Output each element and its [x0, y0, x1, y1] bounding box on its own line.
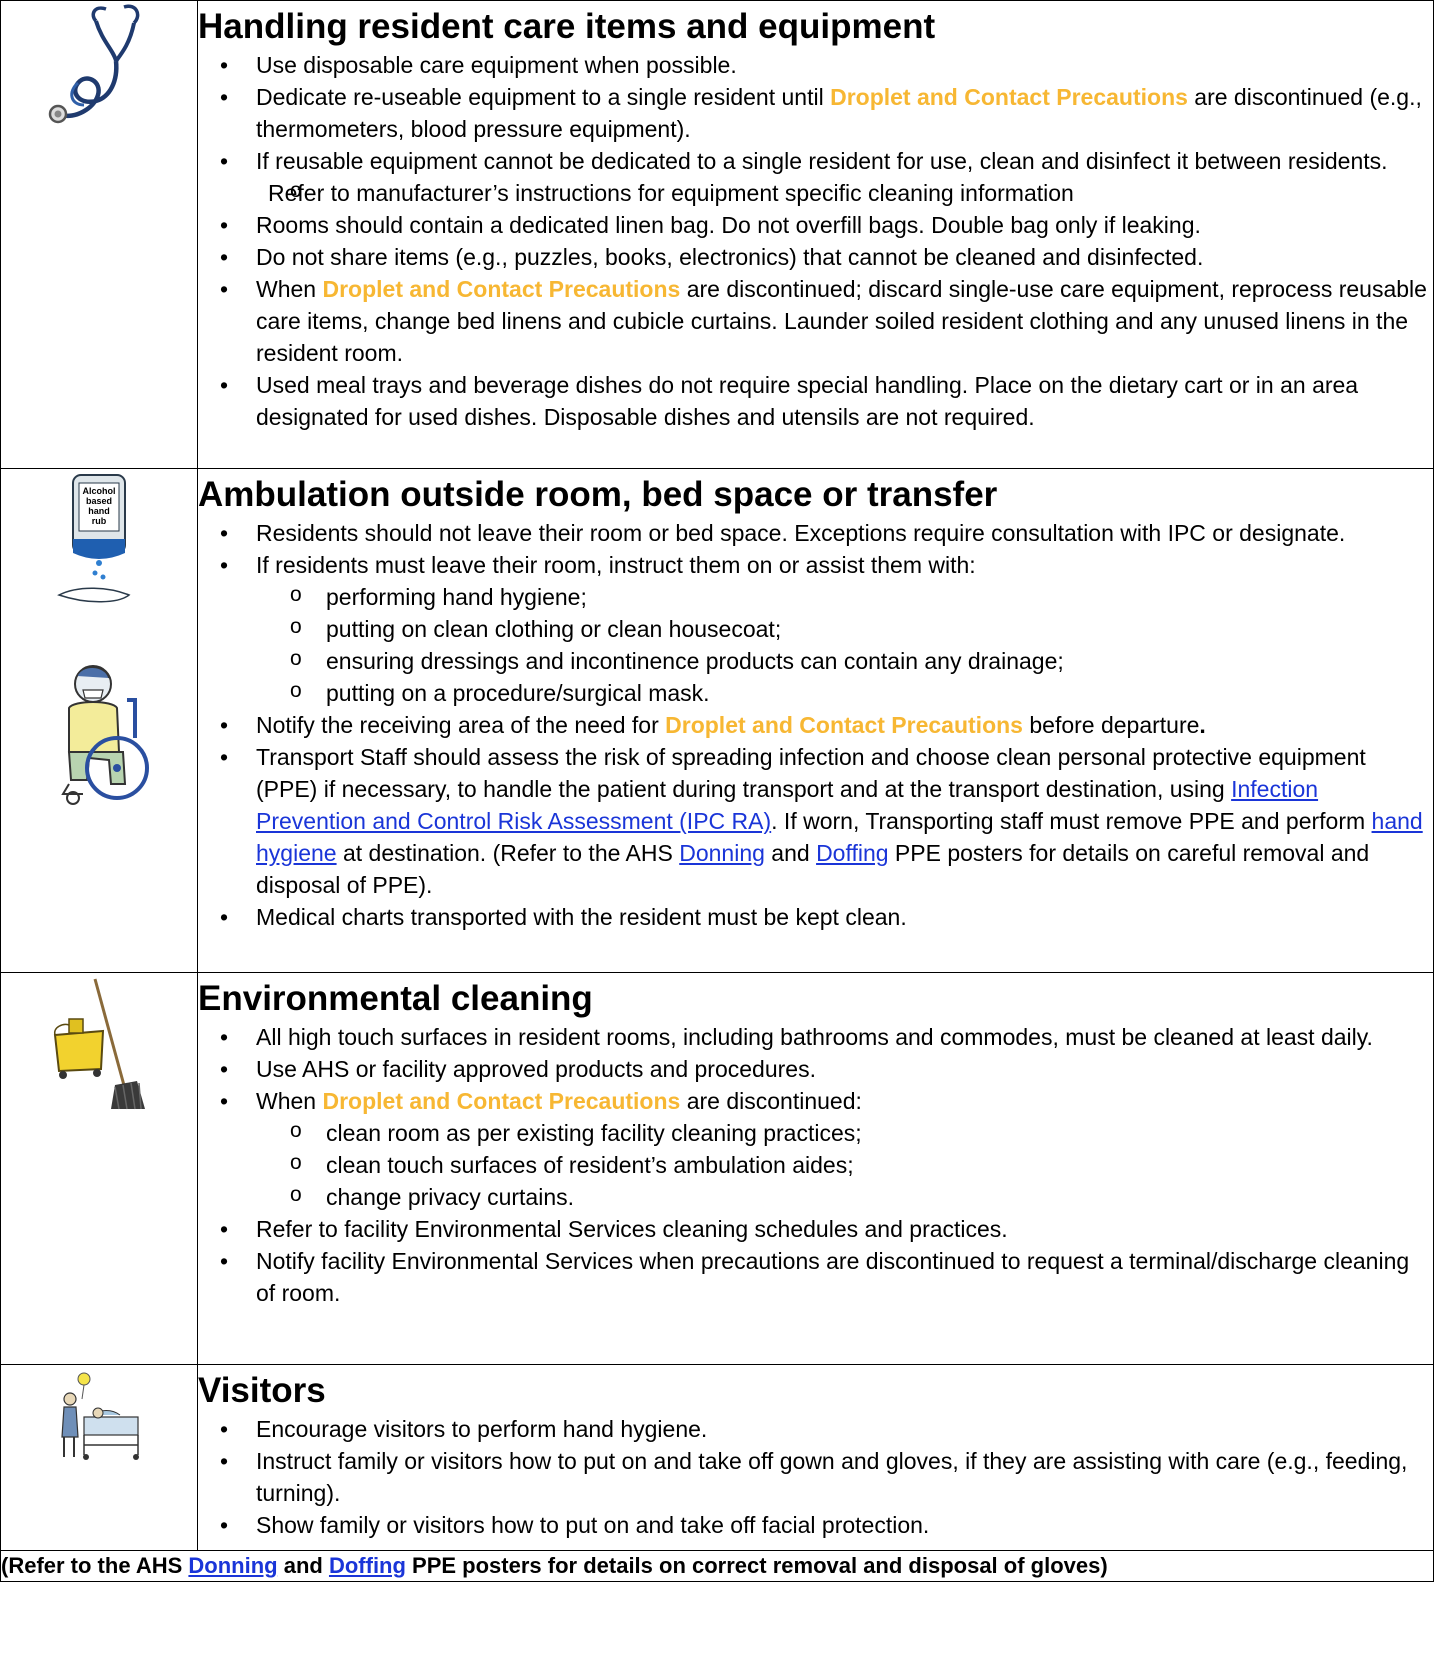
list-item: • Notify the receiving area of the need for Droplet and Contact Precautions before departure. — [198, 709, 1433, 741]
footer-row — [1, 1551, 1434, 1582]
dispenser-label-2: based — [85, 496, 113, 506]
footer-doffing-link[interactable]: Doffing — [328, 1553, 406, 1578]
sub-list-item: o putting on a procedure/surgical mask. — [256, 677, 1433, 709]
section-title-environmental: Environmental cleaning — [198, 979, 593, 1018]
list-item: • Notify facility Environmental Services when precautions are discontinued to request a terminal/discharge cleaning of room. — [198, 1245, 1433, 1309]
list-item: • Show family or visitors how to put on and take off facial protection. — [198, 1509, 1433, 1541]
list-item: • All high touch surfaces in resident rooms, including bathrooms and commodes, must be cleaned at least daily. — [198, 1021, 1433, 1053]
section-title-ambulation: Ambulation outside room, bed space or transfer — [198, 475, 998, 514]
footer-note: (Refer to the AHS Donning and Doffing PPE posters for details on correct removal and disposal of gloves) — [1, 1551, 1434, 1582]
list-item: • Use AHS or facility approved products and procedures. — [198, 1053, 1433, 1085]
section-title-visitors: Visitors — [198, 1371, 326, 1410]
bullet-list-handling — [198, 49, 1433, 433]
list-item: • Rooms should contain a dedicated linen bag. Do not overfill bags. Double bag only if leaking. — [198, 209, 1433, 241]
sub-list-item: o clean touch surfaces of resident’s ambulation aides; — [256, 1149, 1433, 1181]
content-visitors — [198, 1365, 1434, 1551]
content-environmental — [198, 973, 1434, 1365]
list-item: • Refer to facility Environmental Services cleaning schedules and practices. — [198, 1213, 1433, 1245]
ipc-risk-assessment-link[interactable]: Infection Prevention and Control Risk Assessment (IPC RA) — [256, 776, 1319, 834]
doffing-link[interactable]: Doffing — [816, 840, 889, 866]
dispenser-label-1: Alcohol — [82, 486, 116, 496]
list-item: • Use disposable care equipment when possible. — [198, 49, 1433, 81]
sub-list-item: o Refer to manufacturer’s instructions for equipment specific cleaning information — [256, 177, 1433, 209]
sub-list — [256, 1117, 1433, 1213]
list-item: • Transport Staff should assess the risk of spreading infection and choose clean personal protective equipment (PPE) if necessary, to handle the patient during transport and at the transport destination, using Infection Prevention and Control Risk Assessment (IPC RA). If worn, Transporting staff must remove PPE and perform hand hygiene at destination. (Refer to the AHS Donning and Doffing PPE posters for details on careful removal and disposal of PPE). — [198, 741, 1433, 901]
section-handling — [1, 1, 1434, 469]
bullet-list-environmental — [198, 1021, 1433, 1309]
sub-list-item: o clean room as per existing facility cleaning practices; — [256, 1117, 1433, 1149]
list-item: • Medical charts transported with the resident must be kept clean. — [198, 901, 1433, 933]
content-handling — [198, 1, 1434, 469]
section-title-handling: Handling resident care items and equipment — [198, 7, 936, 46]
list-item: • If residents must leave their room, instruct them on or assist them with: o performing hand hygiene; o putting on clean clothing or clean housecoat; o ensuring dressings and incontinence products can contain any drainage; o putting on a procedure/surgical mask. — [198, 549, 1433, 709]
mop-bucket-icon — [49, 973, 149, 1118]
list-item: • Encourage visitors to perform hand hygiene. — [198, 1413, 1433, 1445]
sub-list-item: o ensuring dressings and incontinence products can contain any drainage; — [256, 645, 1433, 677]
list-item: • When Droplet and Contact Precautions are discontinued: o clean room as per existing facility cleaning practices; o clean touch surfaces of resident’s ambulation aides; o change privacy curtains. — [198, 1085, 1433, 1213]
list-item: • Used meal trays and beverage dishes do not require special handling. Place on the dietary cart or in an area designated for used dishes. Disposable dishes and utensils are not required. — [198, 369, 1433, 433]
list-item: • If reusable equipment cannot be dedicated to a single resident for use, clean and disinfect it between residents. o Refer to manufacturer’s instructions for equipment specific cleaning information — [198, 145, 1433, 209]
list-item: • Instruct family or visitors how to put on and take off gown and gloves, if they are assisting with care (e.g., feeding, turning). — [198, 1445, 1433, 1509]
donning-link[interactable]: Donning — [679, 840, 765, 866]
footer-donning-link[interactable]: Donning — [188, 1553, 278, 1578]
sub-list-item: o performing hand hygiene; — [256, 581, 1433, 613]
wheelchair-resident-icon — [39, 660, 159, 815]
section-environmental — [1, 973, 1434, 1365]
sub-list — [256, 177, 1433, 209]
list-item: • Residents should not leave their room or bed space. Exceptions require consultation with IPC or designate. — [198, 517, 1433, 549]
hand-hygiene-link[interactable]: hand hygiene — [256, 808, 1423, 866]
icon-cell-handling — [1, 1, 198, 469]
content-ambulation — [198, 469, 1434, 973]
dispenser-label-4: rub — [91, 516, 107, 526]
stethoscope-icon — [44, 1, 154, 136]
bullet-list-visitors — [198, 1413, 1433, 1541]
precautions-highlight: Droplet and Contact Precautions — [830, 84, 1188, 110]
sub-list-item: o change privacy curtains. — [256, 1181, 1433, 1213]
sub-list — [256, 581, 1433, 709]
list-item: • Do not share items (e.g., puzzles, books, electronics) that cannot be cleaned and disinfected. — [198, 241, 1433, 273]
precautions-highlight: Droplet and Contact Precautions — [322, 1088, 681, 1114]
section-ambulation — [1, 469, 1434, 973]
list-item: • Dedicate re-useable equipment to a single resident until Droplet and Contact Precautions are discontinued (e.g., thermometers, blood pressure equipment). — [198, 81, 1433, 145]
precautions-highlight: Droplet and Contact Precautions — [322, 276, 681, 302]
sub-list-item: o putting on clean clothing or clean housecoat; — [256, 613, 1433, 645]
icon-cell-visitors — [1, 1365, 198, 1551]
section-visitors — [1, 1365, 1434, 1551]
dispenser-label-3: hand — [88, 506, 110, 516]
precautions-highlight: Droplet and Contact Precautions — [665, 712, 1023, 738]
bullet-list-ambulation — [198, 517, 1433, 933]
icon-cell-ambulation — [1, 469, 198, 973]
list-item: • When Droplet and Contact Precautions are discontinued; discard single-use care equipment, reprocess reusable care items, change bed linens and cubicle curtains. Launder soiled resident clothing and any unused linens in the resident room. — [198, 273, 1433, 369]
icon-cell-environmental — [1, 973, 198, 1365]
hand-rub-dispenser-icon — [49, 469, 149, 624]
visitor-bedside-icon — [54, 1365, 144, 1470]
